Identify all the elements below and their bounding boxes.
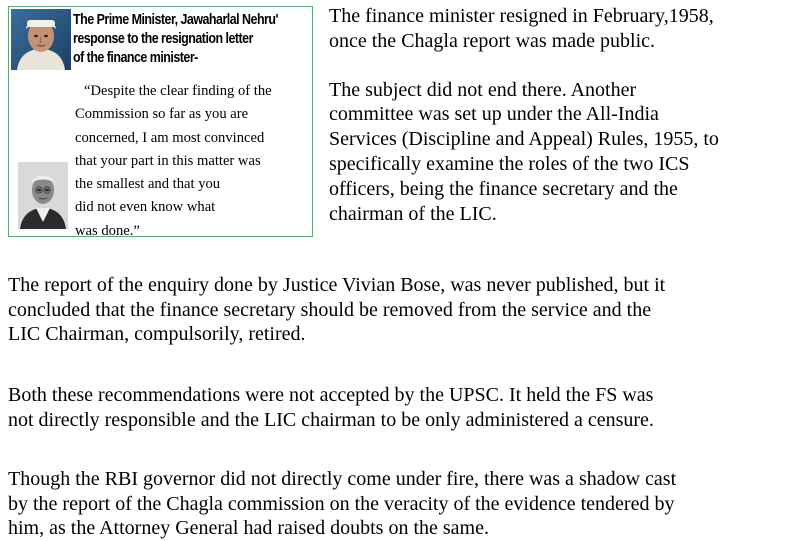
quote-line: was done.”: [75, 222, 140, 239]
text-line: committee was set up under the All-India: [329, 103, 659, 126]
text-line: officers, being the finance secretary and the: [329, 177, 678, 200]
text-line: Though the RBI governor did not directly come under fire, there was a shadow cast: [8, 468, 677, 490]
caption-line: of the finance minister-: [73, 50, 198, 66]
quote-line: Commission so far as you are: [75, 106, 249, 123]
caption-line: The Prime Minister, Jawaharlal Nehru': [73, 12, 278, 28]
text-line: The subject did not end there. Another: [329, 78, 637, 101]
quote-inset-box: [8, 6, 313, 237]
right-column-text: [329, 4, 789, 226]
text-line: not directly responsible and the LIC chairman to be only administered a censure.: [8, 408, 654, 431]
quote-line: that your part in this matter was: [75, 152, 261, 169]
nehru-portrait-photo: [11, 9, 71, 70]
nehru-quote: [75, 80, 272, 243]
text-line: him, as the Attorney General had raised doubts on the same.: [8, 517, 489, 540]
quote-line: “Despite the clear finding of the: [84, 83, 272, 99]
finance-minister-portrait-photo: [18, 162, 68, 229]
text-line: The finance minister resigned in February,1958,: [329, 5, 714, 27]
text-line: The report of the enquiry done by Justice Vivian Bose, was never published, but it: [8, 274, 666, 296]
paragraph-rbi-governor: [8, 467, 788, 541]
text-line: specifically examine the roles of the two ICS: [329, 152, 690, 175]
paragraph-enquiry-report: [8, 273, 788, 347]
caption-line: response to the resignation letter: [73, 31, 253, 47]
paragraph-resignation: [329, 4, 789, 54]
text-line: Services (Discipline and Appeal) Rules, 1955, to: [329, 128, 719, 151]
text-line: concluded that the finance secretary should be removed from the service and the: [8, 298, 652, 321]
paragraph-upsc-decision: [8, 383, 788, 432]
text-line: LIC Chairman, compulsorily, retired.: [8, 323, 306, 346]
quote-line: did not even know what: [75, 199, 216, 216]
text-line: by the report of the Chagla commission on the veracity of the evidence tendered by: [8, 492, 675, 515]
text-line: chairman of the LIC.: [329, 202, 497, 225]
quote-line: concerned, I am most convinced: [75, 129, 265, 146]
quote-line: the smallest and that you: [75, 176, 221, 193]
text-line: Both these recommendations were not accepted by the UPSC. It held the FS was: [8, 384, 654, 406]
inset-caption: [73, 11, 278, 68]
paragraph-committee: [329, 78, 789, 227]
text-line: once the Chagla report was made public.: [329, 29, 655, 52]
